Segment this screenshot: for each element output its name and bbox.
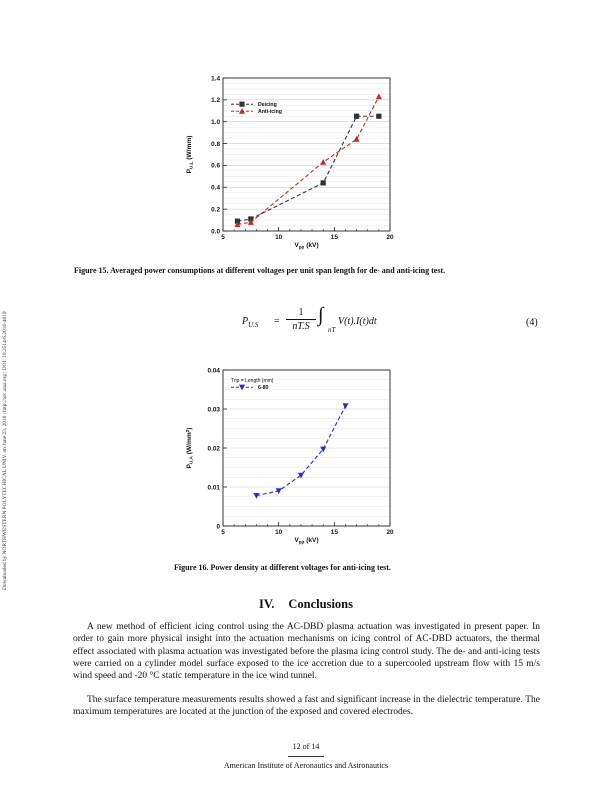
y-tick-label: 1.2 [211, 97, 220, 105]
figure-16-caption: Figure 16. Power density at different voltages for anti-icing test. [174, 563, 391, 572]
x-axis-label: $V_{pp}$ (kV) [294, 242, 319, 250]
y-tick-label: 0.03 [207, 406, 220, 414]
y-tick-label: 0.6 [211, 162, 220, 170]
legend-label: Deicing [258, 102, 277, 108]
y-tick-label: 0.8 [211, 140, 220, 148]
x-tick-label: 15 [330, 234, 338, 241]
series-line [256, 406, 345, 496]
y-tick-label: 1.0 [211, 119, 220, 127]
y-tick-label: 0 [216, 523, 220, 531]
section-name: Conclusions [288, 597, 353, 611]
y-tick-label: 0.04 [207, 367, 220, 375]
x-tick-label: 20 [386, 234, 394, 241]
x-tick-label: 15 [330, 529, 338, 536]
section-number: IV. [258, 597, 275, 611]
data-point [354, 136, 360, 142]
equation-denominator: nT.S [292, 321, 310, 332]
legend-title: Trip = Length (mm) [231, 378, 274, 384]
data-point [354, 114, 359, 119]
footer-rule [288, 756, 324, 757]
series-line [237, 116, 378, 221]
y-tick-label: 0.02 [207, 445, 220, 453]
equation-equals: = [274, 316, 280, 327]
y-tick-label: 0.4 [211, 184, 220, 192]
figure-15-caption: Figure 15. Averaged power consumptions at different voltages per unit span length for de- and anti-icing test. [74, 266, 446, 275]
section-title [0, 597, 612, 612]
y-tick-label: 0.01 [207, 484, 220, 492]
conclusion-paragraph-1: A new method of efficient icing control using the AC-DBD plasma actuation was investigated in present paper. In order to gain more physical insight into the actuation mechanisms on icing control of AC-DBD actuators, the thermal effect associated with plasma actuation was investigated before the plasma icing control study. The de- and anti-icing tests were carried on a cylinder model surface exposed to the ice accretion due to a supercooled upstream flow with 15 m/s wind speed and -20 °C static temperature in the ice wind tunnel. [73, 622, 540, 682]
data-point [342, 403, 348, 409]
figure-16-chart [180, 362, 420, 550]
footer-organization: American Institute of Aeronautics and Astronautics [223, 761, 389, 770]
download-watermark: Downloaded by NORTHWESTERN POLYTECHICAL UNIV. on June 23, 2016 | http://arc.aiaa.org | DOI: 10.2514/6.2016-4019 [2, 311, 8, 590]
y-tick-label: 0.2 [211, 206, 220, 214]
x-tick-label: 10 [275, 529, 283, 536]
equation-number: (4) [526, 317, 538, 328]
data-point [298, 473, 304, 479]
legend-label: 6-80 [258, 385, 269, 391]
y-tick-label: 0.0 [211, 228, 220, 236]
equation-numerator: 1 [298, 307, 304, 318]
figure-15-chart [180, 68, 420, 258]
page-number: 12 of 14 [292, 742, 320, 751]
equation-integrand: V(t).I(t)dt [338, 316, 377, 327]
x-tick-label: 5 [221, 234, 225, 241]
legend-marker [239, 102, 244, 107]
y-axis-label: $P_{U,A}$ $(W/mm^2)$ [185, 427, 194, 469]
equation-lhs: $P_{U.S}$ [242, 316, 259, 329]
conclusion-paragraph-2: The surface temperature measurements results showed a fast and significant increase in the dielectric temperature. The maximum temperatures are located at the junction of the exposed and covered electrodes. [73, 695, 540, 718]
equation-integral-sub: nT [328, 326, 336, 334]
legend-label: Anti-icing [258, 109, 282, 115]
x-tick-label: 5 [221, 529, 225, 536]
data-point [376, 114, 381, 119]
y-tick-label: 1.4 [211, 75, 220, 83]
data-point [321, 180, 326, 185]
x-tick-label: 20 [386, 529, 394, 536]
x-axis-label: $V_{pp}$ (kV) [294, 537, 319, 545]
equation-integral: ∫ [318, 304, 324, 326]
equation-4 [230, 306, 390, 340]
y-axis-label: $P_{U,L}$ (W/mm) [186, 135, 194, 174]
x-tick-label: 10 [275, 234, 283, 241]
data-point [253, 493, 259, 499]
